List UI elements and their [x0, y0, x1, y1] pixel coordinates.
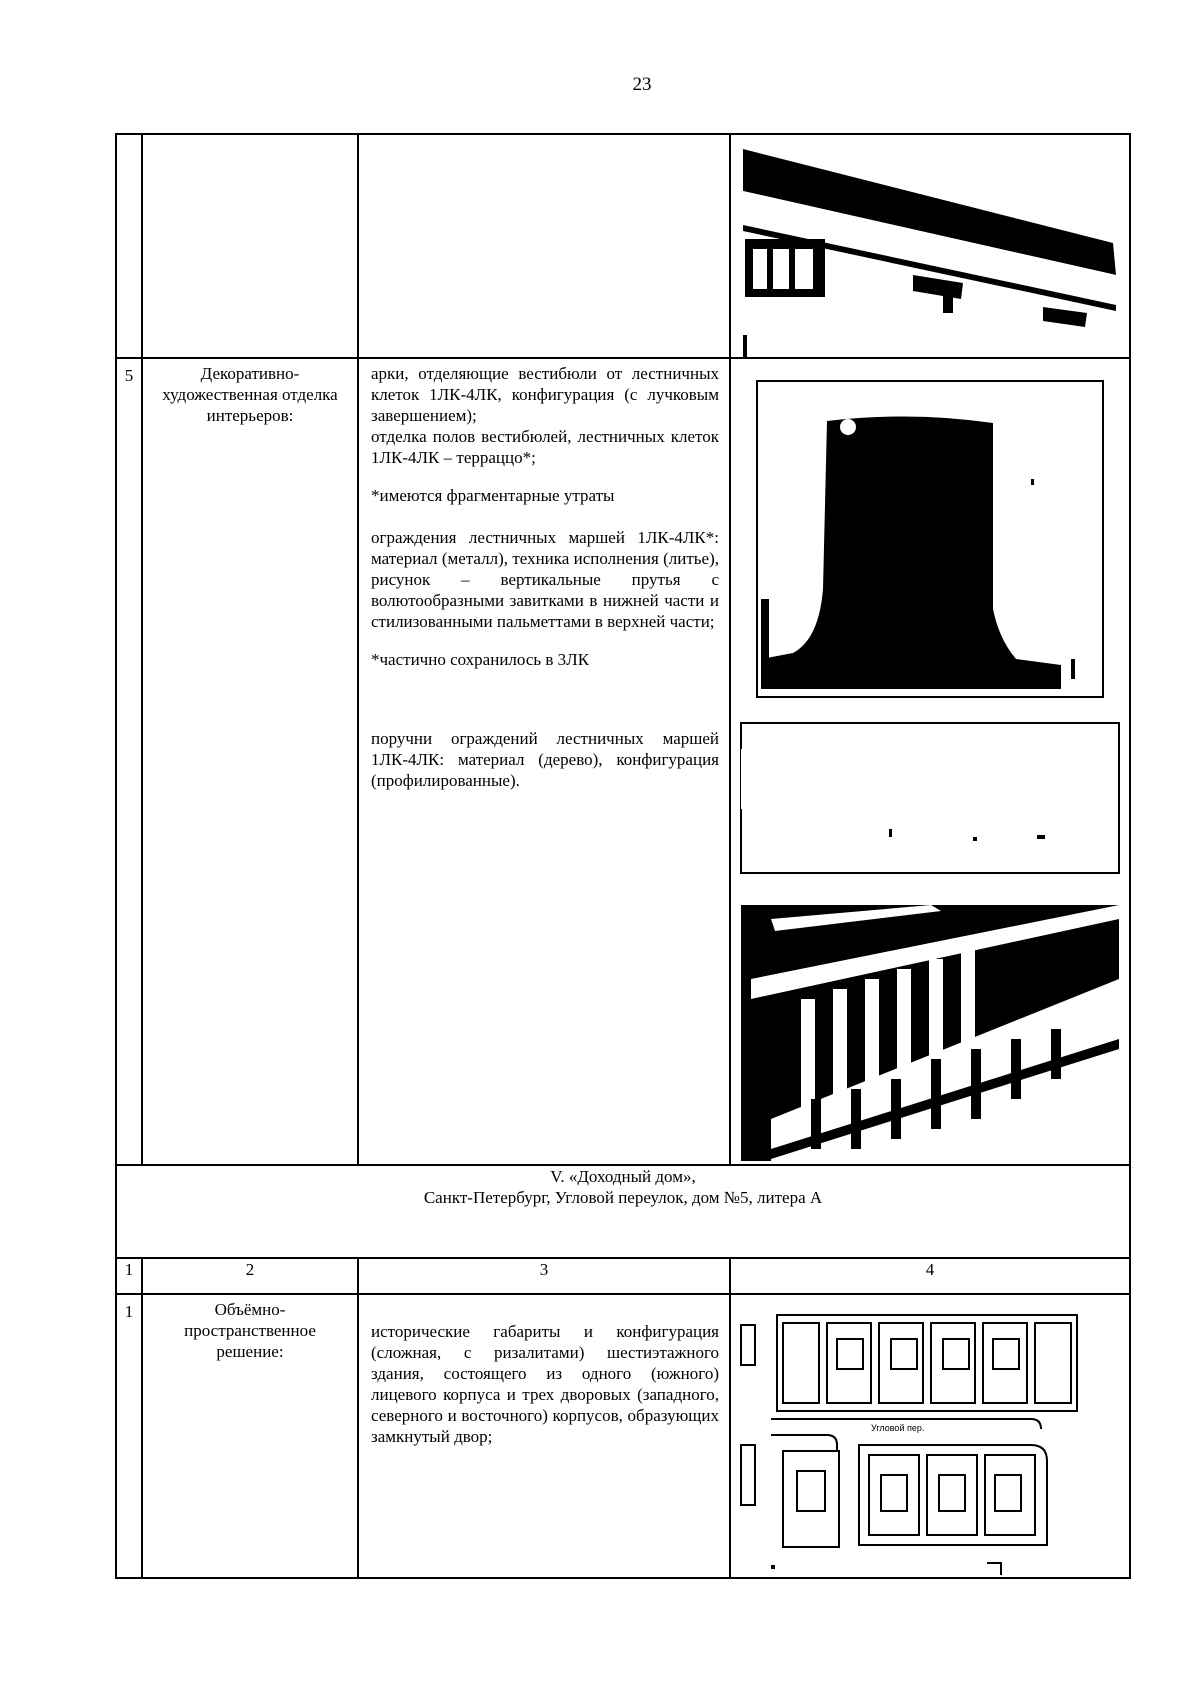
paragraph-railings-note: *частично сохранилось в 3ЛК	[371, 650, 590, 669]
row-description	[358, 358, 730, 1165]
column-number: 1	[116, 1258, 142, 1294]
paragraph-railings: ограждения лестничных маршей 1ЛК-4ЛК*: материал (металл), техника исполнения (литье), рисунок – вертикальные прутья с волютообразными завитками в нижней части и стилизованными пальметтами в верхней части;	[371, 528, 719, 631]
page-number: 23	[632, 74, 652, 95]
map-street-label: Угловой пер.	[871, 1423, 925, 1433]
paragraph-floors: отделка полов вестибюлей, лестничных клеток 1ЛК-4ЛК – терраццо*;	[371, 427, 719, 467]
column-number: 3	[358, 1258, 730, 1294]
column-number: 2	[142, 1258, 358, 1294]
arch-photo	[731, 359, 1127, 1164]
row-description: исторические габариты и конфигурация (сложная, с ризалитами) шестиэтажного здания, состоящего из одного (южного) лицевого корпуса и трех дворовых (западного, северного и восточного) корпусов, образующих замкнутый двор;	[371, 1322, 719, 1446]
row-label: Декоративно-художественная отделка интерьеров:	[142, 358, 358, 1165]
section-address: Санкт-Петербург, Угловой переулок, дом №5, литера А	[423, 1188, 823, 1207]
paragraph-floors-note: *имеются фрагментарные утраты	[371, 486, 615, 505]
facade-photo	[731, 135, 1127, 357]
row-number: 1	[116, 1294, 142, 1578]
paragraph-arches: арки, отделяющие вестибюли от лестничных клеток 1ЛК-4ЛК, конфигурация (с лучковым завершением);	[371, 364, 719, 425]
paragraph-handrails: поручни ограждений лестничных маршей 1ЛК-4ЛК: материал (дерево), конфигурация (профилированные).	[371, 729, 719, 790]
section-title: V. «Доходный дом»,	[550, 1167, 696, 1186]
section-heading-row	[116, 1165, 1130, 1258]
row-number: 5	[116, 358, 142, 1165]
column-number: 4	[730, 1258, 1130, 1294]
row-label: Объёмно-пространственное решение:	[142, 1294, 358, 1578]
table-row-5	[116, 358, 1130, 1165]
site-plan-map	[731, 1295, 1127, 1577]
table-row-1	[116, 1294, 1130, 1578]
heritage-table	[115, 133, 1131, 1579]
column-number-row	[116, 1258, 1130, 1294]
table-row-continuation	[116, 134, 1130, 358]
